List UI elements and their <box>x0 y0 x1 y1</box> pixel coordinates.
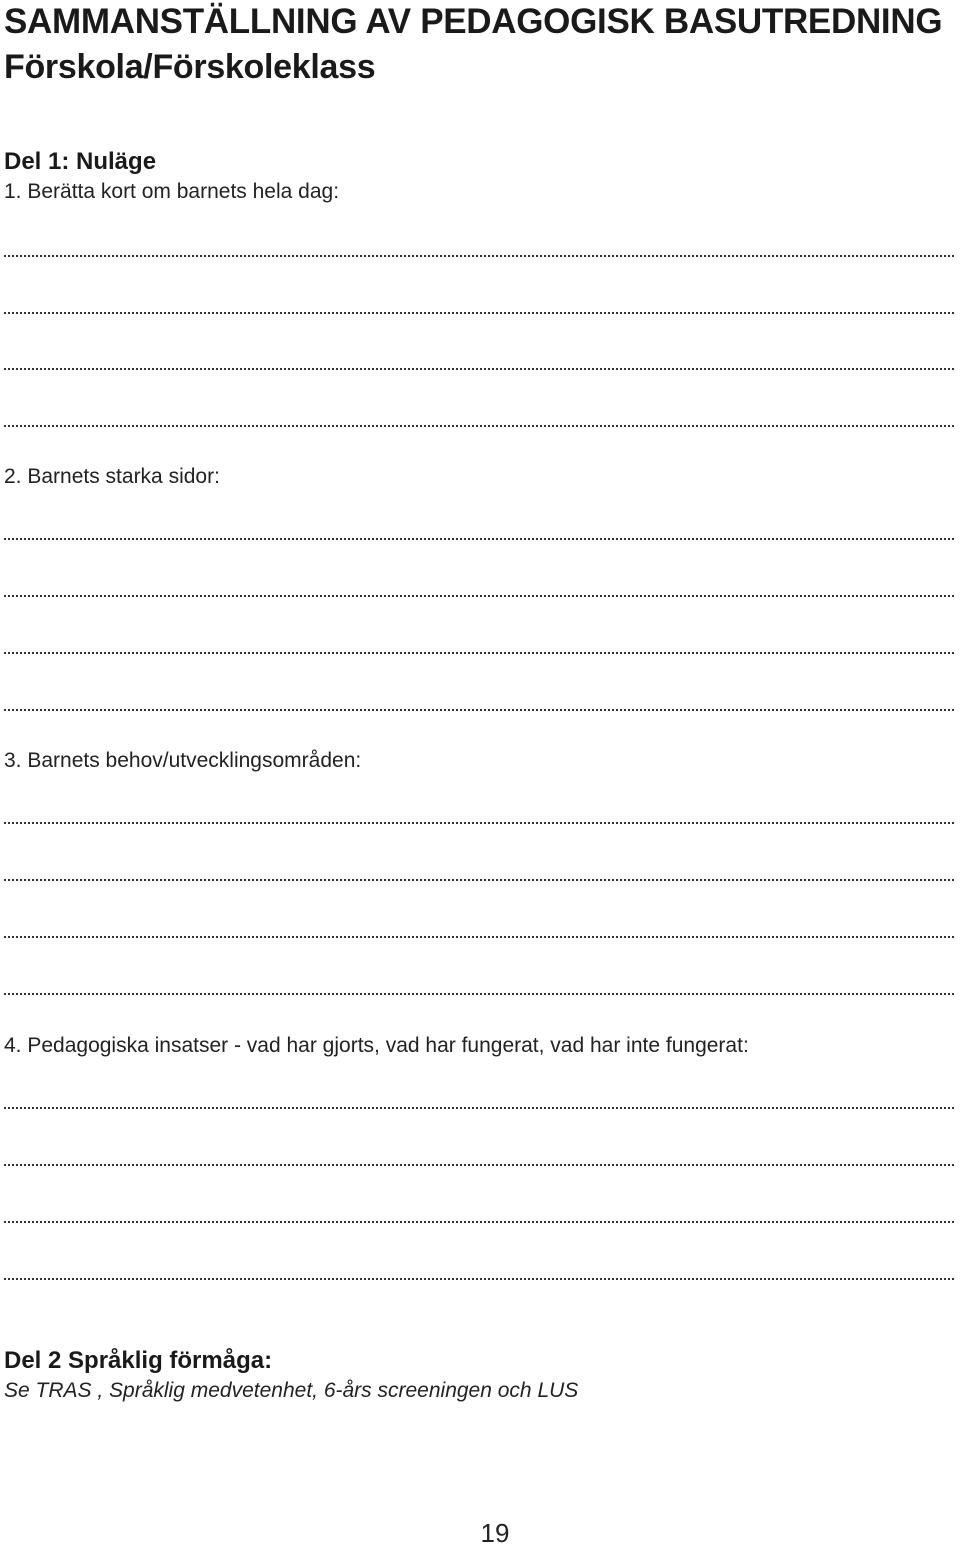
question-1: 1. Berätta kort om barnets hela dag: <box>4 180 340 203</box>
answer-line[interactable] <box>4 312 954 314</box>
answer-line[interactable] <box>4 1221 954 1223</box>
answer-line[interactable] <box>4 822 954 824</box>
page-number: 19 <box>480 1518 510 1548</box>
question-3: 3. Barnets behov/utvecklingsområden: <box>4 749 362 772</box>
answer-line[interactable] <box>4 1278 954 1280</box>
question-4: 4. Pedagogiska insatser - vad har gjorts, vad har fungerat, vad har inte fungerat: <box>4 1034 749 1057</box>
answer-line[interactable] <box>4 879 954 881</box>
answer-line[interactable] <box>4 709 954 711</box>
answer-line[interactable] <box>4 538 954 540</box>
answer-line[interactable] <box>4 255 954 257</box>
answer-line[interactable] <box>4 425 954 427</box>
answer-line[interactable] <box>4 993 954 995</box>
answer-line[interactable] <box>4 1107 954 1109</box>
answer-line[interactable] <box>4 652 954 654</box>
answer-line[interactable] <box>4 1164 954 1166</box>
answer-line[interactable] <box>4 368 954 370</box>
part2-note: Se TRAS , Språklig medvetenhet, 6-års screeningen och LUS <box>4 1379 579 1402</box>
document-subtitle: Förskola/Förskoleklass <box>4 48 376 86</box>
part2-heading: Del 2 Språklig förmåga: <box>4 1347 273 1374</box>
answer-line[interactable] <box>4 936 954 938</box>
part1-heading: Del 1: Nuläge <box>4 148 157 175</box>
answer-line[interactable] <box>4 595 954 597</box>
question-2: 2. Barnets starka sidor: <box>4 465 220 488</box>
document-title: SAMMANSTÄLLNING AV PEDAGOGISK BASUTREDNING <box>4 2 943 41</box>
